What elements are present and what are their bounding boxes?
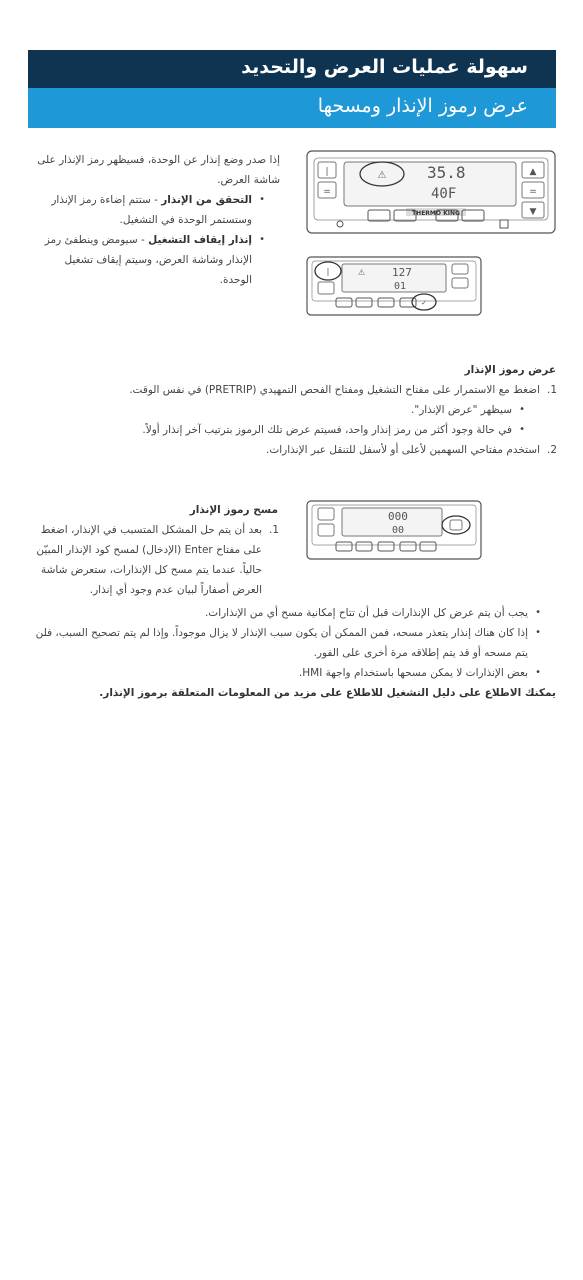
header-title-bar [28, 50, 556, 88]
display-bottom-value: 40F [431, 186, 457, 202]
view-section-heading: عرض رموز الإنذار [464, 364, 556, 376]
intro-bullet: • التحقق من الإنذار - ستتم إضاءة رمز الإنذار وستستمر الوحدة في التشغيل. [38, 190, 252, 230]
view-step-2: 2. استخدم مفتاحي السهمين لأعلى أو لأسفل للتنقل عبر الإنذارات. [266, 444, 557, 456]
display-top-value: 35.8 [427, 163, 466, 182]
display-bottom-value: 00 [392, 525, 405, 536]
controller-panel-small [306, 256, 482, 320]
controller-panel-clear-illustration [306, 500, 482, 560]
clear-step-1: 1. بعد أن يتم حل المشكل المتسبب في الإنذار، اضغط على مفتاح Enter (الإدخال) لمسح كود الإنذار المبيّن حالياً. عندما يتم مسح كل الإنذارات، ستعرض شاشة العرض أصفاراً لبيان عدم وجود أي إنذار. [36, 524, 279, 596]
display-top-value: 127 [392, 266, 412, 279]
controller-panel-small-illustration [306, 256, 482, 316]
svg-text:|: | [326, 267, 330, 276]
controller-panel-large-illustration [306, 150, 556, 234]
page-title: سهولة عمليات العرض والتحديد [241, 56, 528, 78]
view-step-bullet: • سيظهر "عرض الإنذار". [28, 400, 512, 420]
svg-text:✓: ✓ [421, 299, 427, 307]
page-subtitle: عرض رموز الإنذار ومسحها [317, 95, 528, 117]
clear-bullet: • بعض الإنذارات لا يمكن مسحها باستخدام واجهة HMI. [28, 663, 528, 683]
svg-text:|: | [325, 167, 329, 177]
controller-panel-clear [306, 500, 482, 564]
svg-text:▲: ▲ [529, 167, 537, 177]
clear-bullet: • إذا كان هناك إنذار يتعذر مسحه، فمن الممكن أن يكون سبب الإنذار لا يزال موجوداً. وإذا لم يتم تصحيح السبب، فلن يتم مسحه أو قد يتم إطلاقه مرة أخرى على الفور. [28, 623, 528, 663]
intro-block [28, 150, 280, 290]
view-step-1: 1. اضغط مع الاستمرار على مفتاح التشغيل ومفتاح الفحص التمهيدي (PRETRIP) في نفس الوقت. • سيظهر "عرض الإنذار". • في حالة وجود أكثر من رمز إنذار واحد، فسيتم عرض تلك الرموز بترتيب آخر إنذار أولاً. [28, 380, 540, 440]
svg-text:=: = [323, 187, 331, 197]
svg-text:⚠: ⚠ [377, 170, 387, 181]
svg-text:=: = [529, 187, 537, 197]
intro-bullet: • إنذار إيقاف التشغيل - سيومض وينطفئ رمز الإنذار وشاشة العرض، وسيتم إيقاف تشغيل الوحدة. [38, 230, 252, 290]
display-bottom-value: 01 [394, 281, 407, 292]
display-top-value: 000 [388, 510, 408, 523]
controller-panel-large [306, 150, 556, 238]
svg-text:▼: ▼ [529, 207, 537, 217]
clear-section-heading: مسح رموز الإنذار [189, 504, 278, 516]
brand-label: THERMO KING [412, 210, 460, 217]
clear-bullets [28, 603, 556, 703]
svg-text:⚠: ⚠ [358, 268, 366, 277]
clear-section [28, 500, 278, 600]
header-subtitle-bar [28, 88, 556, 128]
view-step-bullet: • في حالة وجود أكثر من رمز إنذار واحد، فسيتم عرض تلك الرموز بترتيب آخر إنذار أولاً. [28, 420, 512, 440]
intro-text: إذا صدر وضع إنذار عن الوحدة، فسيظهر رمز الإنذار على شاشة العرض. [37, 154, 280, 186]
footer-note: يمكنك الاطلاع على دليل التشغيل للاطلاع على مزيد من المعلومات المتعلقة برموز الإنذار. [99, 687, 556, 699]
clear-bullet: • يجب أن يتم عرض كل الإنذارات قبل أن تتاح إمكانية مسح أي من الإنذارات. [28, 603, 528, 623]
view-section [28, 360, 556, 460]
